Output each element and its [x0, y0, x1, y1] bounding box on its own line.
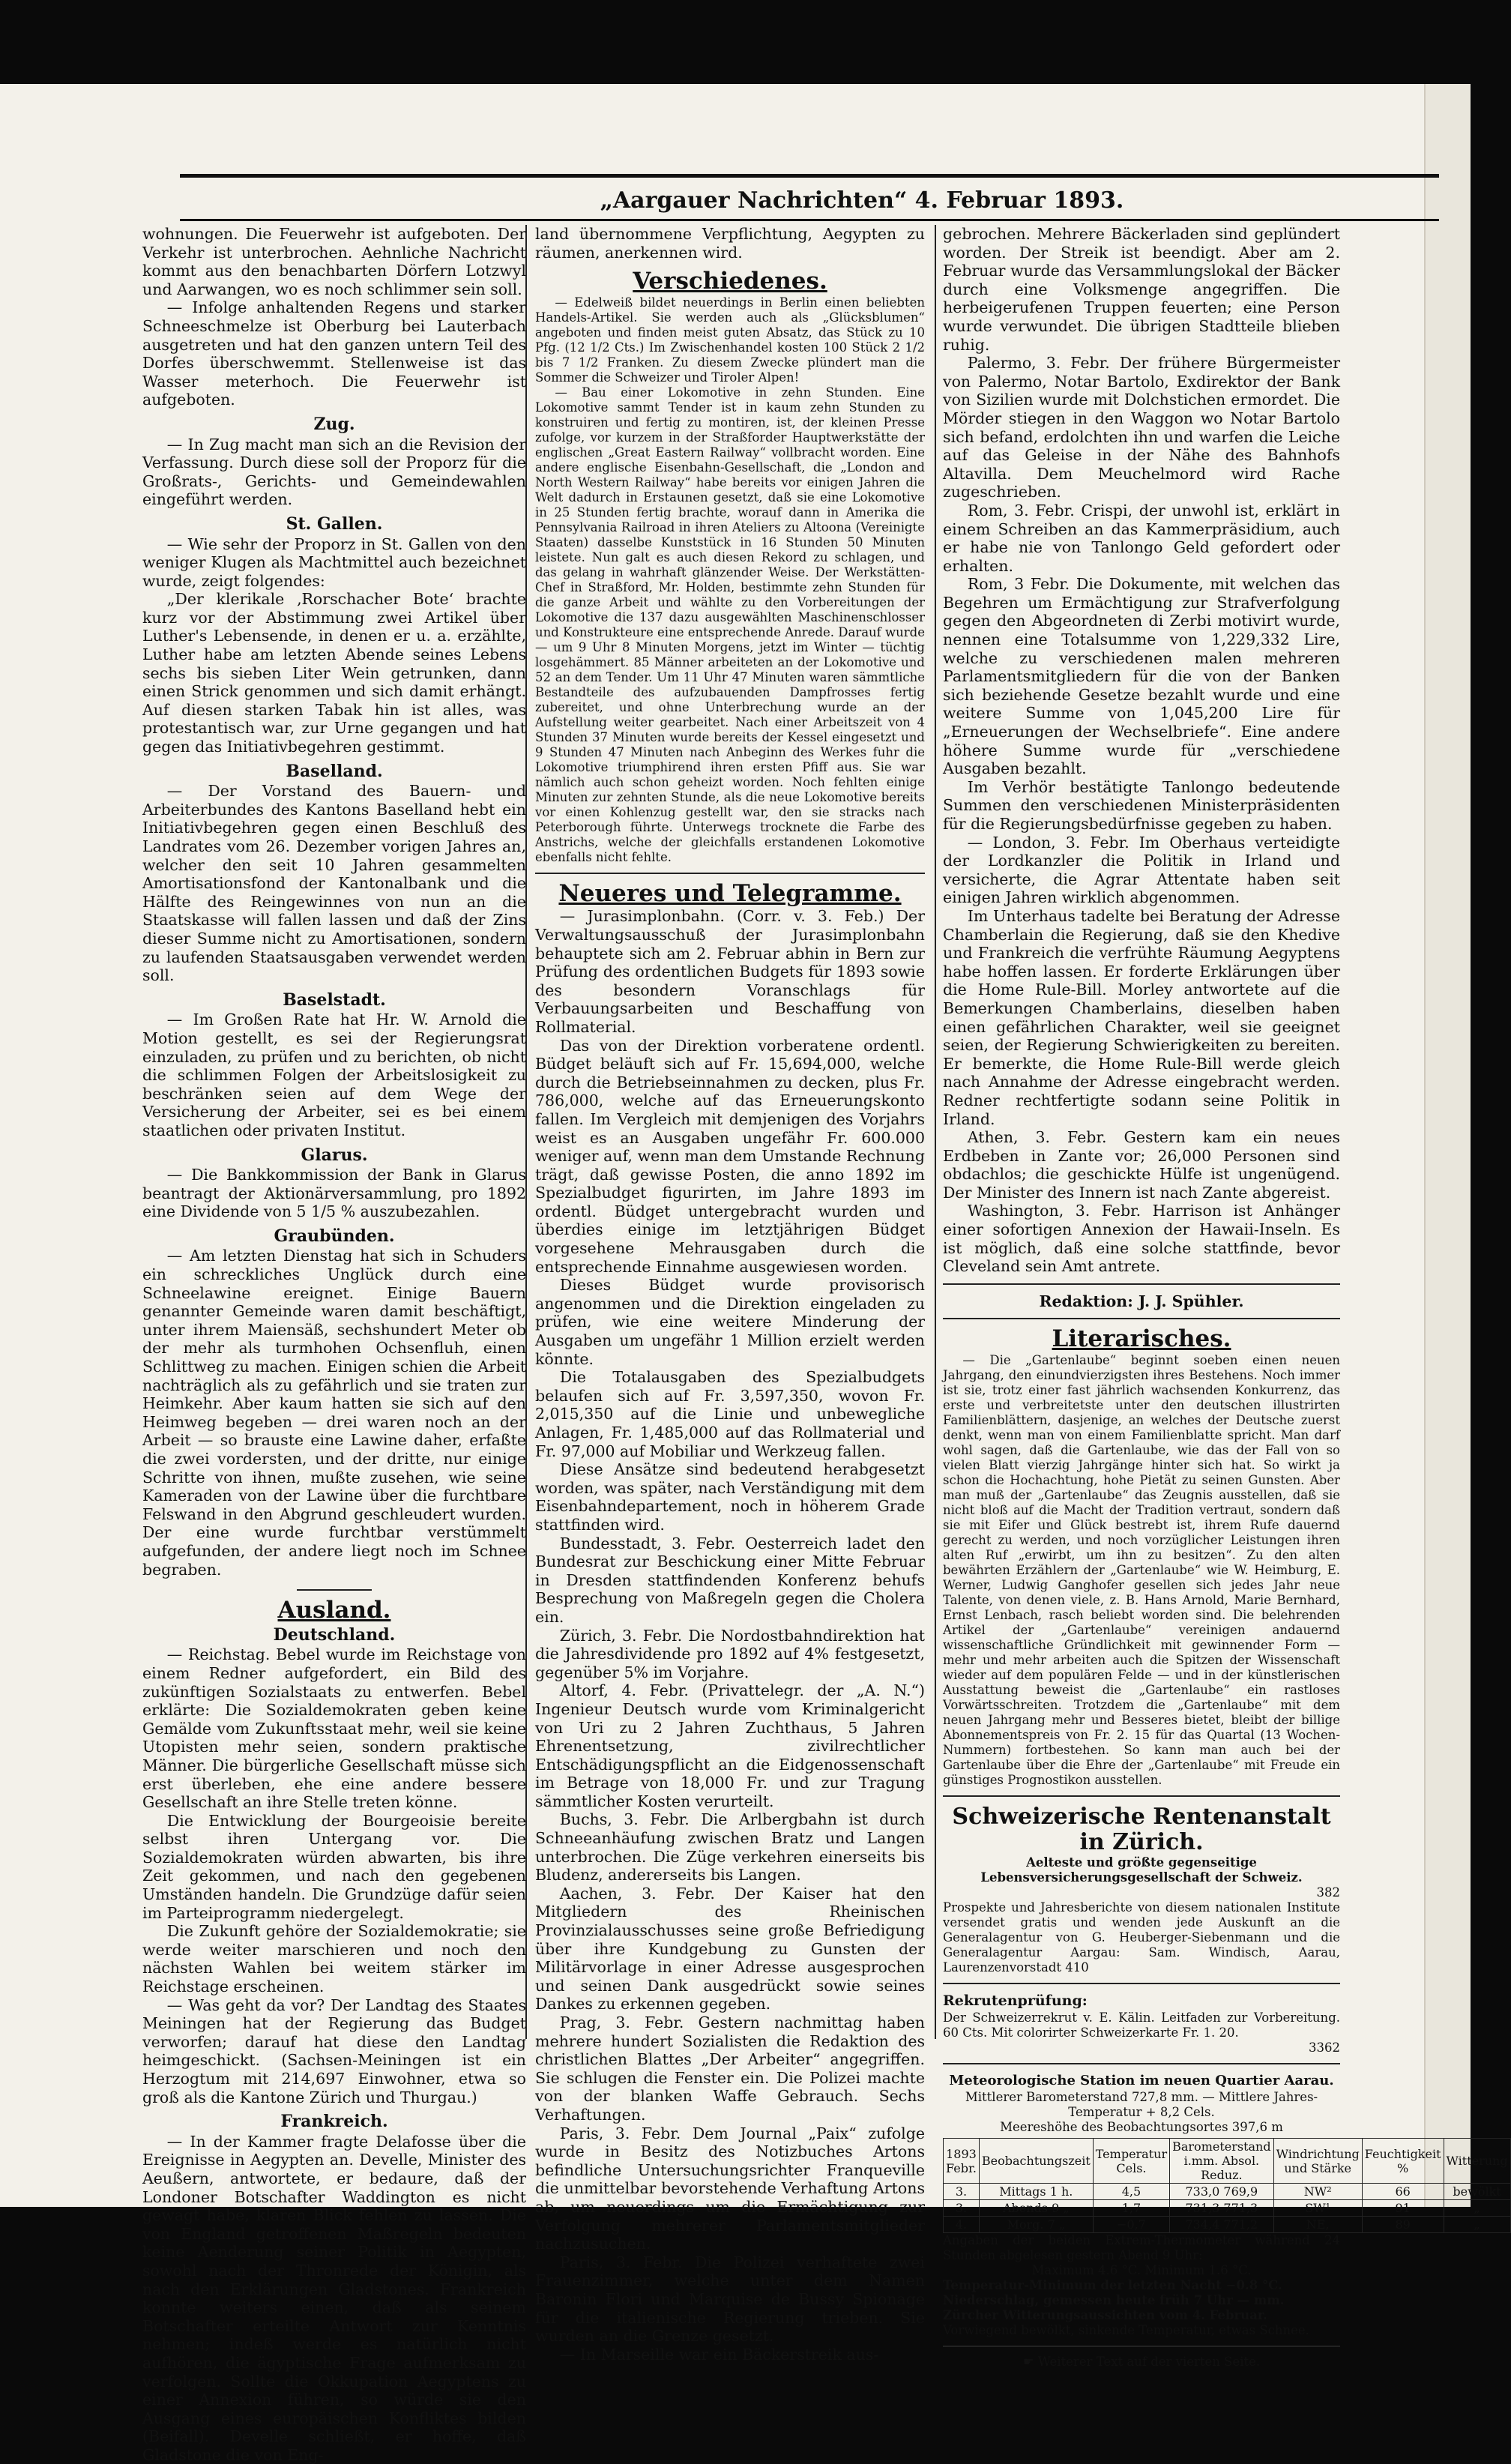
article-paragraph: Buchs, 3. Febr. Die Arlbergbahn ist durch Schneeanhäufung zwischen Bratz und Langen unterbrochen. Die Züge verkehren einerseits bis Bludenz, andererseits bis Langen.: [535, 1810, 925, 1885]
article-paragraph: Bundesstadt, 3. Febr. Oesterreich ladet den Bundesrat zur Beschickung einer Mitte Februar in Dresden stattfindenden Konferenz behufs Besprechung von Maßregeln gegen die Cholera ein.: [535, 1534, 925, 1626]
article-paragraph: — Infolge anhaltenden Regens und starker Schneeschmelze ist Oberburg bei Lauterbach ausgetreten und hat den ganzen untern Teil des Dorfes überschwemmt. Stellenweise ist das Wasser meterhoch. Die Feuerwehr ist aufgeboten.: [142, 298, 526, 409]
weather-header-cell: Beobachtungszeit: [979, 2139, 1093, 2184]
article-paragraph: Im Verhör bestätigte Tanlongo bedeutende Summen den verschiedenen Ministerpräsidenten für die Regierungsbedürfnisse gegeben zu haben.: [943, 777, 1340, 833]
column-3: [934, 225, 1508, 2370]
table-cell: NW²: [1273, 2184, 1362, 2200]
article-paragraph: Rom, 3 Febr. Die Dokumente, mit welchen das Begehren um Ermächtigung zur Strafverfolgung gegen den Abgeordneten di Zerbi motivirt wurde, nennen eine Totalsumme von 1,229,332 Lire, welche zu verschiedenen malen mehreren Parlamentsmitgliedern für die von der Banken sich beziehende Gesetze bezahlt wurde und eine weitere Summe von 1,045,200 Lire für „Erneuerungen der Wechselbriefe“. Eine andere höhere Summe wurde für „verschiedene Ausgaben bezahlt.: [943, 575, 1340, 778]
table-cell: 66: [1362, 2184, 1444, 2200]
table-cell: Mittags 1 h.: [979, 2184, 1093, 2200]
article-paragraph: Paris, 3. Febr. Dem Journal „Paix“ zufolge wurde in Besitz des Notizbuches Artons befindliche Untersuchungsrichter Franqueville die unmittelbar bevorstehende Verhaftung Artons ab, um neuerdings um die Ermächtigung zur Verfolgung mehrerer Parlamentsmitglieder nachzusuchen.: [535, 2124, 925, 2253]
article-paragraph: gebrochen. Mehrere Bäckerladen sind geplündert worden. Der Streik ist beendigt. Aber am 2. Februar wurde das Versammlungslokal der Bäcker durch eine Volksmenge angegriffen. Die herbeigerufenen Truppen feuerten; eine Person wurde verwundet. Die übrigen Stadtteile blieben ruhig.: [943, 225, 1340, 354]
article-paragraph: Diese Ansätze sind bedeutend herabgesetzt worden, was später, nach Verständigung mit dem Eisenbahndepartement, noch in höherem Grade stattfinden wird.: [535, 1460, 925, 1534]
table-cell: Morg. 7 „: [979, 2217, 1093, 2233]
advertisement-body: Prospekte und Jahresberichte von diesem nationalen Institute versendet gratis und wenden jede Auskunft an die Generalagentur von G. Heuberger-Siebenmann und die Generalagentur Aargau: Sam. Windisch, Aarau, Laurenzenvorstadt 410: [943, 1900, 1340, 1975]
table-cell: NE,: [1273, 2217, 1362, 2233]
editor-credit: Redaktion: J. J. Spühler.: [1039, 1292, 1244, 1310]
weather-note: Zürcher Witterungsaussichten vom 4. Februar.: [943, 2308, 1267, 2323]
table-cell: „: [1444, 2217, 1510, 2233]
section-heading: Glarus.: [301, 1145, 368, 1165]
section-heading: St. Gallen.: [286, 513, 383, 534]
divider: [943, 2063, 1340, 2064]
section-heading-major: Verschiedenes.: [633, 268, 827, 295]
weather-header-cell: Barometerstand i.mm. Absol. Reduz.: [1170, 2139, 1274, 2184]
weather-station-info: Mittlerer Barometerstand 727,8 mm. — Mittlere Jahres-Temperatur + 8,2 Cels.: [965, 2090, 1318, 2120]
article-paragraph: Im Unterhaus tadelte bei Beratung der Adresse Chamberlain die Regierung, daß sie den Khedive und Frankreich die verfrühte Räumung Aegyptens habe hoffen lassen. Er forderte Erklärungen über die Home Rule-Bill. Morley antwortete auf die Bemerkungen Chamberlains, dieselben haben einen gefährlichen Charakter, weil sie geeignet seien, der Regierung Schwierigkeiten zu bereiten. Er bemerkte, die Home Rule-Bill werde gleich nach Annahme der Adresse eingebracht werden. Redner rechtfertigte sodann seine Politik in Irland.: [943, 906, 1340, 1128]
weather-header-cell: Temperatur Cels.: [1093, 2139, 1169, 2184]
section-heading-major: Ausland.: [277, 1597, 391, 1624]
article-paragraph: — Im Großen Rate hat Hr. W. Arnold die Motion gestellt, es sei der Regierungsrat einzuladen, zu prüfen und zu berichten, ob nicht die schlimmen Folgen der Arbeitslosigkeit zu beschränken seien auf dem Wege der Versicherung der Arbeiter, sei es bei einem staatlichen oder privaten Institut.: [142, 1010, 526, 1139]
table-cell: Abends 9 „: [979, 2200, 1093, 2217]
article-paragraph: — Reichstag. Bebel wurde im Reichstage von einem Redner aufgefordert, ein Bild des zukünftigen Sozialstaats zu entwerfen. Bebel erklärte: Die Sozialdemokraten geben keine Gemälde vom Zukunftsstaat mehr, weil sie keine Utopisten mehr seien, sondern praktische Männer. Die bürgerliche Gesellschaft müsse sich erst überleben, ehe eine andere bessere Gesellschaft an ihre Stelle treten könne.: [142, 1645, 526, 1812]
section-heading: Baselstadt.: [283, 989, 386, 1010]
table-row: [944, 2200, 1511, 2217]
divider: [943, 1983, 1340, 1984]
advertisement-title: Schweizerische Rentenanstalt in Zürich.: [952, 1804, 1331, 1856]
article-paragraph: Aachen, 3. Febr. Der Kaiser hat den Mitgliedern des Rheinischen Provinzialausschusses seine große Befriedigung über ihre Kundgebung zu Gunsten der Militärvorlage in einer Adresse ausgesprochen und seinen Dank ausgedrückt sowie seines Dankes zu erkennen gegeben.: [535, 1884, 925, 2013]
masthead: „Aargauer Nachrichten“ 4. Februar 1893.: [600, 187, 1124, 214]
article-paragraph: Palermo, 3. Febr. Der frühere Bürgermeister von Palermo, Notar Bartolo, Exdirektor der Bank von Sizilien wurde mit Dolchstichen ermordet. Die Mörder stiegen in den Waggon wo Notar Bartolo sich befand, erdolchten ihn und warfen die Leiche auf das Geleise in der Nähe des Bahnhofs Altavilla. Dem Meuchelmord wird Rache zugeschrieben.: [943, 354, 1340, 501]
section-heading-major: Neueres und Telegramme.: [558, 879, 902, 907]
article-paragraph: — London, 3. Febr. Im Oberhaus verteidigte der Lordkanzler die Politik in Irland und versicherte, die Agrar Attentate haben seit einigen Jahren wirklich abgenommen.: [943, 833, 1340, 907]
section-heading: Deutschland.: [273, 1624, 396, 1645]
article-paragraph: Altorf, 4. Febr. (Privattelegr. der „A. N.“) Ingenieur Deutsch wurde vom Kriminalgericht von Uri zu 2 Jahren Zuchthaus, 5 Jahren Ehrenentsetzung, zivilrechtlicher Entschädigungspflicht an die Eidgenossenschaft im Betrage von 18,000 Fr. und zur Tragung sämmtlicher Kosten verurteilt.: [535, 1681, 925, 1810]
article-paragraph: — Wie sehr der Proporz in St. Gallen von den weniger Klugen als Machtmittel auch bezeichnet wurde, zeigt folgendes:: [142, 534, 526, 590]
masthead-rule-top: [180, 174, 1439, 178]
article-paragraph: Washington, 3. Febr. Harrison ist Anhänger einer sofortigen Annexion der Hawaii-Inseln. Es ist möglich, daß eine solche stattfinde, bevor Cleveland sein Amt antrete.: [943, 1202, 1340, 1276]
table-cell: 733,0 769,9: [1170, 2184, 1274, 2200]
advertisement-body: Der Schweizerrekrut v. E. Kälin. Leitfaden zur Vorbereitung. 60 Cts. Mit colorirter Schweizerkarte Fr. 1. 20.: [943, 2010, 1340, 2040]
article-paragraph: — Die „Gartenlaube“ beginnt soeben einen neuen Jahrgang, den einundvierzigsten ihres Bestehens. Noch immer ist sie, trotz einer fast jährlich wachsenden Konkurrenz, das erste und verbreitetste unter den deutschen illustrirten Familienblättern, dasjenige, an welches der Deutsche zuerst denkt, wenn man von einem Familienblatte spricht. Man darf wohl sagen, daß die Gartenlaube, wie das der Fall von so vielen Blatt vierzig Jahrgänge hinter sich hat. So wirkt ja schon die Hochachtung, hohe Pietät zu seinen Gunsten. Aber man muß der „Gartenlaube“ das Zeugnis ausstellen, daß sie nicht bloß auf die Macht der Tradition vertraut, sondern daß sie mit Eifer und Glück bestrebt ist, ihrem Rufe dauernd gerecht zu werden, und noch vorzüglicher Leistungen ihren alten Ruf „erwirbt, um ihn zu besitzen“. Zu den alten bewährten Erzählern der „Gartenlaube“ wie W. Heimburg, E. Werner, Ludwig Ganghofer gesellen sich jedes Jahr neue Talente, von denen viele, z. B. Hans Arnold, Marie Bernhard, Ernst Lenbach, rasch beliebt worden sind. Die belehrenden Artikel der „Gartenlaube“ vereinigen andauernd wissenschaftliche Gründlichkeit mit gewinnender Form — mehr und mehr arbeiten auch die Spitzen der Wissenschaft wieder auf dem populären Felde — und in der künstlerischen Ausstattung beweist die „Gartenlaube“ ein rastloses Vorwärtsschreiten. Trotzdem die „Gartenlaube“ mit dem neuen Jahrgang mehr und Besseres bietet, bleibt der billige Abonnementspreis von Fr. 2. 15 für das Quartal (13 Wochen-Nummern) fortbestehen. So kann man auch bei der Gartenlaube über die Ehre der „Gartenlaube“ mit Freude ein günstiges Prognostikon ausstellen.: [943, 1353, 1340, 1788]
section-heading: Zug.: [313, 414, 355, 434]
weather-table-header: [944, 2139, 1511, 2184]
continuation-note: [943, 2355, 1340, 2370]
weather-table: [943, 2138, 1511, 2233]
article-paragraph: Paris, 3. Febr. Die Polizei verhaftete zwei Frauenzimmer, welche unter dem Namen Baronin Flori und Marquise de Bussy Spionage für die italienische Regierung trieben. Sie wurden an die Grenze gesetzt.: [535, 2253, 925, 2346]
divider: [943, 1318, 1340, 1319]
table-cell: 4,5: [1093, 2184, 1169, 2200]
article-paragraph: — In der Kammer fragte Delafosse über die Ereignisse in Aegypten an. Develle, Minister des Aeußern, antwortete, er bedaure, daß der Londoner Botschafter Waddington es nicht gewagt habe, klaren Blick fehlen zu lassen. Die von England getroffenen Maßregeln bedeuten keine Aenderung seiner Politik in Aegypten, sowohl nach der Thronrede der Königin, als nach den Erklärungen Gladstones. Frankreich konnte weiters einen, daß als seinem Botschafter erteilte Antwort zur Kenntnis nehmen; indeß werde es natürlich nicht aufhören, die ägyptische Frage aufmerksam zu verfolgen. Sollte die Okkupation Aegyptens zu einer Annexion führen, so würde sie den Ausgang eines europäischen Konfliktes bilden (Beifall). Develle schließt, er hoffe, daß Gladstone die von Eng-: [142, 2132, 526, 2464]
masthead-rule-bottom: [180, 219, 1439, 221]
article-paragraph: — Was geht da vor? Der Landtag des Staates Meiningen hat der Regierung das Budget verworfen; darauf hat diese den Landtag heimgeschickt. (Sachsen-Meiningen ist ein Herzogtum mit 214,697 Einwohner, etwa so groß als die Kantone Zürich und Thurgau.): [142, 1995, 526, 2106]
weather-header-cell: 1893 Febr.: [944, 2139, 980, 2184]
article-paragraph: land übernommene Verpflichtung, Aegypten zu räumen, anerkennen wird.: [535, 225, 925, 262]
advertisement-number: 382: [1316, 1885, 1340, 1900]
table-cell: bewölkt: [1444, 2184, 1510, 2200]
section-heading: Frankreich.: [280, 2112, 388, 2132]
article-paragraph: — Edelweiß bildet neuerdings in Berlin einen beliebten Handels-Artikel. Sie werden auch als „Glücksblumen“ angeboten und finden meist guten Absatz, das Stück zu 10 Pfg. (12 1/2 Cts.) Im Zwischenhandel kosten 100 Stück 2 1/2 bis 7 1/2 Franken. Zu diesem Zwecke plündert man die Sommer die Schweizer und Tiroler Alpen!: [535, 295, 925, 385]
article-paragraph: — Die Bankkommission der Bank in Glarus beantragt der Aktionärversammlung, pro 1892 eine Dividende von 5 1/5 % auszubezahlen.: [142, 1166, 526, 1221]
page-edge: [1424, 84, 1471, 2207]
continuation-note-text: Weiterer Text auf der vierten Seite.: [1037, 2355, 1261, 2370]
article-paragraph: Prag, 3. Febr. Gestern nachmittag haben mehrere hundert Sozialisten die Redaktion des christlichen Blattes „Der Arbeiter“ angegriffen. Sie schlugen die Fenster ein. Die Polizei machte von der blanken Waffe Gebrauch. Sechs Verhaftungen.: [535, 2013, 925, 2124]
weather-station-title: Meteorologische Station im neuen Quartier Aarau.: [949, 2072, 1334, 2088]
article-paragraph: Athen, 3. Febr. Gestern kam ein neues Erdbeben in Zante vor; 26,000 Personen sind obdachlos; die geschickte Hülfe ist ungenügend. Der Minister des Innern ist nach Zante abgereist.: [943, 1128, 1340, 1202]
table-cell: „: [1444, 2200, 1510, 2217]
article-paragraph: Zürich, 3. Febr. Die Nordostbahndirektion hat die Jahresdividende pro 1892 auf 4% festgesetzt, gegenüber 5% im Vorjahre.: [535, 1626, 925, 1681]
article-paragraph: — Am letzten Dienstag hat sich in Schuders ein schreckliches Unglück durch eine Schneelawine ereignet. Einige Bauern genannter Gemeinde waren damit beschäftigt, unter ihrem Maiensäß, sechshundert Meter ob der mehr als turmhohen Ochsenfluh, einen Schlittweg zu machen. Einigen schien die Arbeit nachträglich als zu gefährlich und sie traten zur Heimkehr. Aber kaum hatten sie sich auf den Heimweg begeben — drei waren noch an der Arbeit — so brauste eine Lawine daher, erfaßte die zwei vordersten, und der dritte, nur einige Schritte von ihnen, mußte zusehen, wie seine Kameraden von der Lawine über die furchtbare Felswand in den Abgrund geschleudert wurden. Der eine wurde furchtbar verstümmelt aufgefunden, der andere liegt noch im Schnee begraben.: [142, 1247, 526, 1579]
weather-note: Angaben der beiden Extrem-Thermometer während 24 Stunden abgelesen gestern Abend 9 Uhr:: [943, 2233, 1340, 2263]
column-2: [525, 225, 935, 2364]
article-paragraph: — In Marseille war ein Bäckerstreik aus-: [559, 2345, 879, 2364]
table-cell: 734,4 771,2: [1170, 2217, 1274, 2233]
article-paragraph: — Jurasimplonbahn. (Corr. v. 3. Feb.) Der Verwaltungsausschuß der Jurasimplonbahn behauptete sich am 2. Februar abhin in Bern zur Prüfung des ordentlichen Budgets für 1893 sowie des besondern Voranschlags für Verbauungsarbeiten und Beschaffung von Rollmaterial.: [535, 907, 925, 1036]
weather-note: Maximum 4.6 °C. Minimum 1.6 °C.: [1031, 2263, 1252, 2278]
table-row: [944, 2184, 1511, 2200]
pointing-hand-icon: ☛: [1022, 2355, 1034, 2370]
weather-header-cell: Windrichtung und Stärke: [1273, 2139, 1362, 2184]
article-paragraph: Das von der Direktion vorberatene ordentl. Büdget beläuft sich auf Fr. 15,694,000, welche durch die Betriebseinnahmen zu decken, plus Fr. 786,000, welche auf das Erneuerungskonto fallen. Im Vergleich mit demjenigen des Vorjahrs weist es an Ausgaben ungefähr Fr. 600.000 weniger auf, wenn man dem Umstande Rechnung trägt, daß gewisse Posten, die anno 1892 im Spezialbudget figurirten, im Jahre 1893 im ordentl. Büdget untergebracht wurden und überdies einige im letztjährigen Büdget vorgesehene Mehrausgaben durch die entsprechende Einnahme ausgewiesen worden.: [535, 1036, 925, 1276]
weather-note: Vorwiegend bewölkt, sinkende Temperatur, etwas Schnee.: [943, 2323, 1309, 2338]
table-cell: 4.: [944, 2217, 980, 2233]
article-paragraph: Die Totalausgaben des Spezialbudgets belaufen sich auf Fr. 3,597,350, wovon Fr. 2,015,350 auf die Linie und unbewegliche Anlagen, Fr. 1,485,000 auf das Rollmaterial und Fr. 97,000 auf Mobiliar und Werkzeug fallen.: [535, 1368, 925, 1460]
weather-note: Temperatur-Minimum der letzten Nacht −0.8 °C.: [943, 2278, 1282, 2293]
article-paragraph: Die Zukunft gehöre der Sozialdemokratie; sie werde weiter marschieren und noch den nächsten Wahlen bei weitem stärker im Reichstage erscheinen.: [142, 1922, 526, 1996]
table-cell: 91: [1362, 2200, 1444, 2217]
table-cell: 3.: [944, 2184, 980, 2200]
divider: [943, 1283, 1340, 1285]
divider: [943, 1795, 1340, 1797]
weather-station-info: Meereshöhe des Beobachtungsortes 397,6 m: [1000, 2120, 1283, 2135]
table-cell: 89: [1362, 2217, 1444, 2233]
table-cell: 731,3 771,3: [1170, 2200, 1274, 2217]
table-cell: 3.: [944, 2200, 980, 2217]
article-paragraph: Die Entwicklung der Bourgeoisie bereite selbst ihren Untergang vor. Die Sozialdemokraten würden abwarten, bis ihre Zeit gekommen, und nach den gegebenen Umständen handeln. Die Grundzüge dafür seien im Parteiprogramm niedergelegt.: [142, 1811, 526, 1922]
section-heading: Graubünden.: [274, 1226, 395, 1246]
table-cell: SW¹: [1273, 2200, 1362, 2217]
advertisement-title: Rekrutenprüfung:: [943, 1992, 1088, 2010]
weather-header-cell: Witterung: [1444, 2139, 1510, 2184]
article-paragraph: wohnungen. Die Feuerwehr ist aufgeboten. Der Verkehr ist unterbrochen. Aehnliche Nachricht kommt aus den benachbarten Dörfern Lotzwyl und Aarwangen, wo es noch schlimmer sein soll.: [142, 225, 526, 298]
advertisement-subtitle: Aelteste und größte gegenseitige Lebensversicherungsgesellschaft der Schweiz.: [980, 1855, 1303, 1885]
table-row: [944, 2217, 1511, 2233]
table-cell: 1,7: [1093, 2200, 1169, 2217]
article-paragraph: — Bau einer Lokomotive in zehn Stunden. Eine Lokomotive sammt Tender ist in kaum zehn Stunden zu konstruiren und fertig zu montiren, ist, der kleinen Presse zufolge, vor kurzem in der Straßforder Hauptwerkstätte der englischen „Great Eastern Railway“ vollbracht worden. Eine andere englische Eisenbahn-Gesellschaft, die „London and North Western Railway“ habe bereits vor einigen Jahren die Welt dadurch in Erstaunen gesetzt, daß sie eine Lokomotive in 25 Stunden fertig brachte, worauf dann in Amerika die Pennsylvania Railroad in ihren Ateliers zu Altoona (Vereinigte Staaten) dasselbe Kunststück in 16 Stunden 50 Minuten leistete. Nun galt es auch diesen Rekord zu schlagen, und das gelang in wahrhaft glänzender Weise. Der Werkstätten-Chef in Straßford, Mr. Holden, bestimmte zehn Stunden für die ganze Arbeit und wählte zu den Vorbereitungen der Lokomotive die 137 dazu ausgewählten Maschinenschlosser und Konstrukteure eine entsprechende Anrede. Darauf wurde — um 9 Uhr 8 Minuten Morgens, jetzt im Winter — tüchtig losgehämmert. 85 Männer arbeiteten an der Lokomotive und 52 an dem Tender. Um 11 Uhr 47 Minuten waren sämmtliche Bestandteile des aufzubauenden Dampfrosses fertig zubereitet, und ohne Unterbrechung wurde an der Aufstellung weiter gearbeitet. Nach einer Arbeitszeit von 4 Stunden 37 Minuten wurde bereits der Kessel eingesetzt und 9 Stunden 47 Minuten nach Anbeginn des Werkes fuhr die Lokomotive triumphirend ihren ersten Pfiff aus. Sie war nämlich auch schon geheizt worden. Noch fehlten einige Minuten zur zehnten Stunde, als die neue Lokomotive bereits vor einen Kohlenzug gestellt war, den sie stracks nach Peterborough führte. Unterwegs trocknete die Farbe des Anstrichs, welche der gleichfalls erstandenen Lokomotive ebenfalls nicht fehlte.: [535, 385, 925, 864]
weather-header-cell: Feuchtigkeit %: [1362, 2139, 1444, 2184]
table-cell: −0,7: [1093, 2217, 1169, 2233]
advertisement-number: 3362: [1309, 2040, 1340, 2055]
article-paragraph: Dieses Büdget wurde provisorisch angenommen und die Direktion eingeladen zu prüfen, wie eine weitere Minderung der Ausgaben um ungefähr 1 Million erzielt werden könnte.: [535, 1276, 925, 1368]
divider: [535, 873, 925, 874]
column-1: [142, 225, 526, 2464]
weather-note: Niederschlag, gemessen heute früh 7 Uhr — mm.: [943, 2293, 1285, 2308]
article-paragraph: „Der klerikale ‚Rorschacher Bote‘ brachte kurz vor der Abstimmung zwei Artikel über Luther's Lebensende, in denen er u. a. erzählte, Luther habe am letzten Abende seines Lebens sechs bis sieben Liter Wein getrunken, dann einen Strick genommen und sich damit erhängt. Auf diesen starken Tabak hin ist alles, was protestantisch war, zur Urne gegangen und hat gegen das Initiativbegehren gestimmt.: [142, 590, 526, 756]
article-paragraph: — In Zug macht man sich an die Revision der Verfassung. Durch diese soll der Proporz für die Großrats-, Gerichts- und Gemeindewahlen eingeführt werden.: [142, 435, 526, 509]
divider: [297, 1589, 372, 1591]
section-heading: Baselland.: [286, 761, 383, 781]
article-paragraph: Rom, 3. Febr. Crispi, der unwohl ist, erklärt in einem Schreiben an das Kammerpräsidium, auch er habe nie von Tanlongo Geld gefordert oder erhalten.: [943, 501, 1340, 575]
divider: [943, 2346, 1340, 2347]
article-paragraph: — Der Vorstand des Bauern- und Arbeiterbundes des Kantons Baselland hebt ein Initiativbegehren gegen einen Beschluß des Landrates vom 26. Dezember vorigen Jahres an, welcher den seit 10 Jahren gesammelten Amortisationsfond der Kantonalbank und die Hälfte des Reingewinnes von nun an die Staatskasse will fallen lassen und daß der Zins dieser Summe nicht zu Amortisationen, sondern zu laufenden Staatsausgaben verwendet werden soll.: [142, 782, 526, 985]
section-heading-major: Literarisches.: [1052, 1325, 1231, 1353]
